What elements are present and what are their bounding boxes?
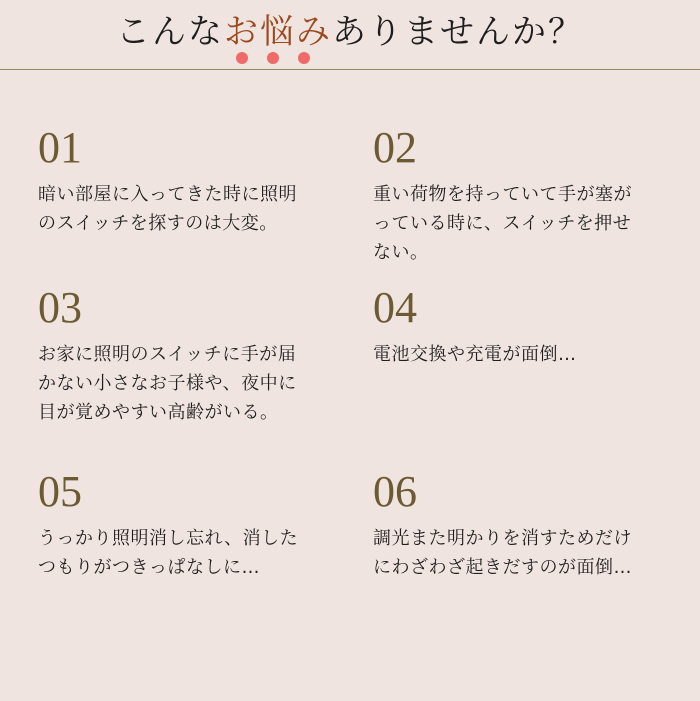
- concern-text: 重い荷物を持っていて手が塞が っている時に、スイッチを押せ ない。: [373, 184, 632, 263]
- concern-number: 02: [373, 123, 417, 172]
- concern-item-06: [373, 467, 673, 582]
- concern-text: うっかり照明消し忘れ、消した つもりがつきっぱなしに…: [38, 528, 299, 578]
- emphasis-dots: [236, 52, 316, 66]
- concern-item-03: [38, 283, 338, 427]
- concern-number: 03: [38, 283, 82, 332]
- concern-number: 05: [38, 467, 82, 516]
- header-divider: [0, 69, 700, 70]
- concern-text: 電池交換や充電が面倒…: [373, 344, 577, 365]
- emphasis-dot: [236, 52, 248, 64]
- page-title: [0, 10, 700, 54]
- concern-text: お家に照明のスイッチに手が届 かない小さなお子様や、夜中に 目が覚めやすい高齢がいる。: [38, 344, 297, 423]
- concern-number: 06: [373, 467, 417, 516]
- title-accent: お悩み: [224, 12, 332, 52]
- title-suffix: ありませんか？: [332, 12, 584, 52]
- emphasis-dot: [267, 52, 279, 64]
- concern-number: 04: [373, 283, 417, 332]
- concern-item-01: [38, 123, 338, 238]
- concern-item-04: [373, 283, 673, 369]
- concern-item-02: [373, 123, 673, 267]
- concern-text: 暗い部屋に入ってきた時に照明 のスイッチを探すのは大変。: [38, 184, 297, 234]
- title-prefix: こんな: [116, 12, 224, 52]
- concern-item-05: [38, 467, 338, 582]
- concern-number: 01: [38, 123, 82, 172]
- header: [0, 0, 700, 70]
- emphasis-dot: [298, 52, 310, 64]
- concern-text: 調光また明かりを消すためだけ にわざわざ起きだすのが面倒…: [373, 528, 632, 578]
